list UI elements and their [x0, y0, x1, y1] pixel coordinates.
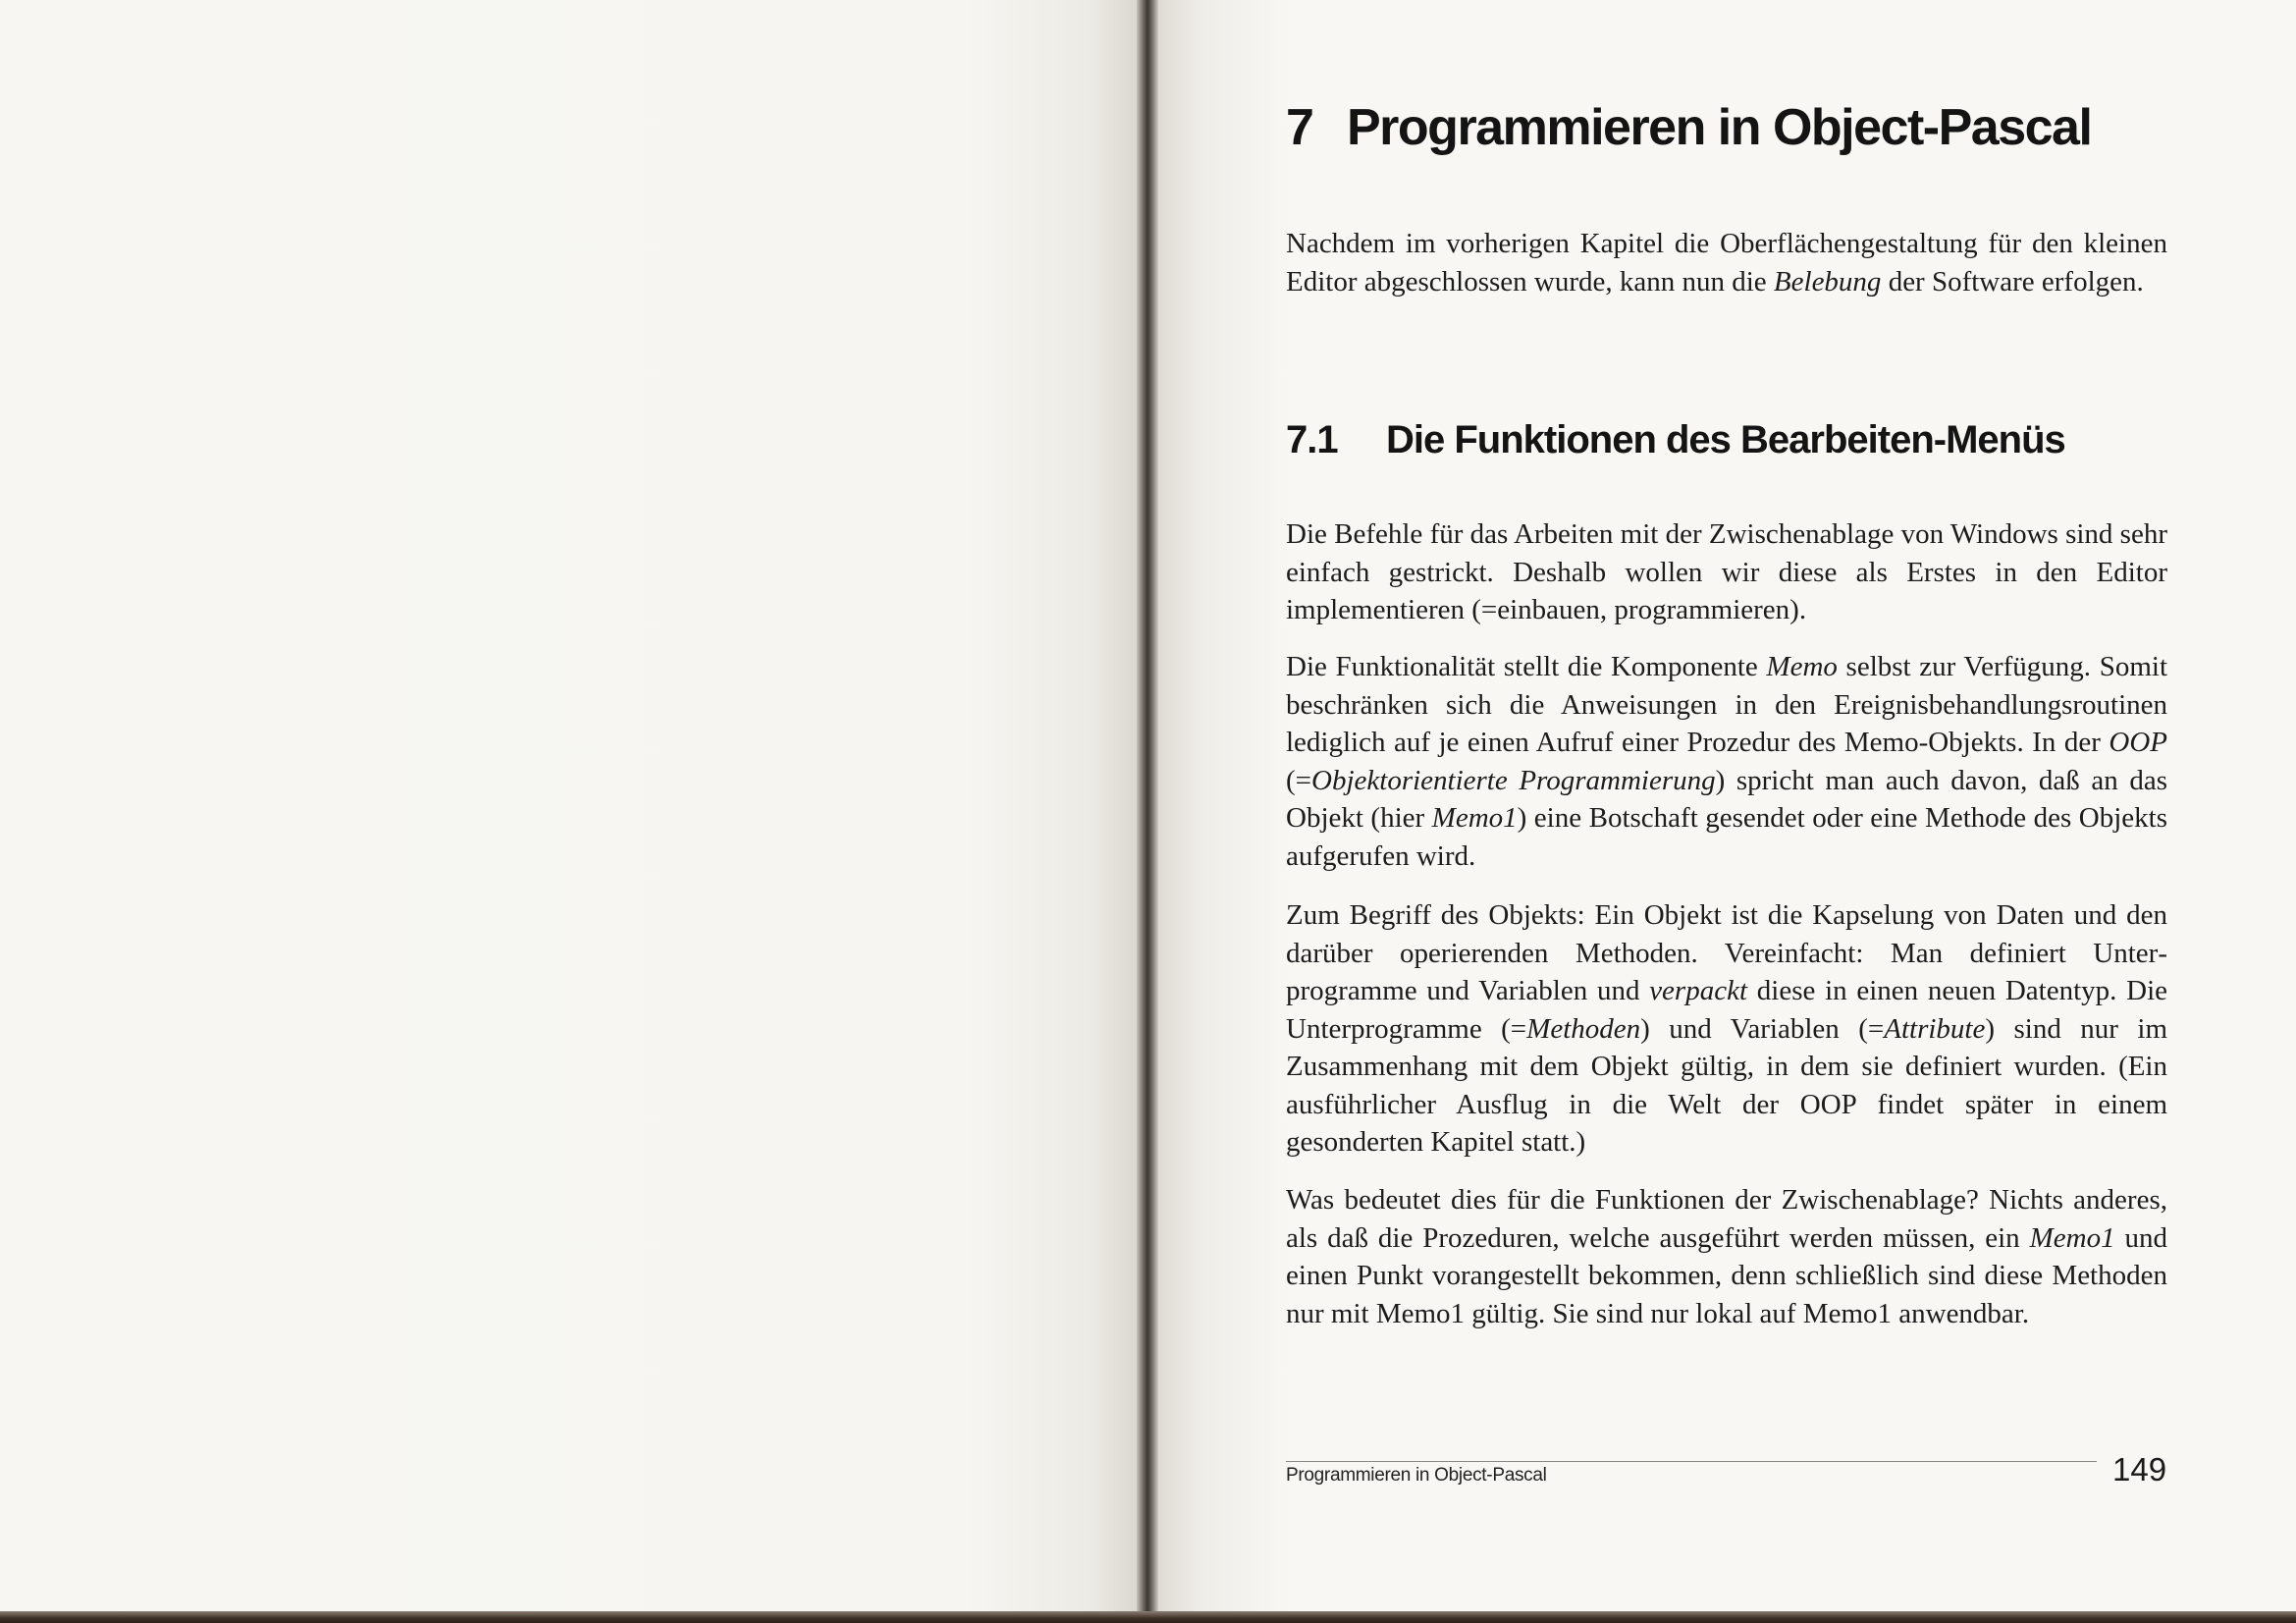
emphasis-text: verpackt	[1649, 975, 1748, 1006]
text-run: selbst zur Verfügung. Somit beschränken sich die Anweisungen in den Ereignisbehandlungsroutinen lediglich auf je einen Aufruf einer Prozedur des Memo-Objekts. In der	[1286, 651, 2168, 758]
emphasis-text: OOP	[2109, 727, 2167, 758]
scan-bottom-edge	[0, 1611, 2296, 1623]
emphasis-text: Memo1	[1431, 802, 1518, 834]
text-run: der Software erfolgen.	[1881, 265, 2144, 298]
text-run: (=	[1286, 764, 1312, 796]
text-run: ) und Variablen (=	[1640, 1012, 1885, 1045]
emphasis-text: Objektorientierte Programmierung	[1311, 764, 1716, 796]
body-paragraph-3	[1286, 896, 2167, 1162]
section-heading	[1286, 418, 2065, 462]
page-number: 149	[2112, 1451, 2167, 1488]
emphasis-text: Memo1	[2029, 1221, 2115, 1254]
chapter-title-text: Programmieren in Object-Pascal	[1347, 99, 2092, 156]
running-footer-title: Programmieren in Object-Pascal	[1286, 1465, 1547, 1486]
text-run: ) sind nur im Zusammenhang mit dem Objekt gültig, in dem sie definiert wurden. (Ein ausführlicher Ausflug in die Welt der OOP findet später in einem gesonderten Kapitel statt.)	[1286, 1012, 2167, 1158]
emphasis-text: Attribute	[1884, 1012, 1986, 1045]
intro-paragraph	[1286, 225, 2167, 300]
text-run: Was bedeutet dies für die Funktionen der Zwischenablage? Nichts anderes, als daß die Prozeduren, welche ausgeführt werden müssen, ein	[1286, 1184, 2167, 1254]
text-run: ) eine Botschaft gesendet oder eine Methode des Objekts aufgerufen wird.	[1286, 802, 2167, 872]
text-run: und einen Punkt vorangestellt bekommen, denn schließlich sind diese Methoden nur mit Memo1 gültig. Sie sind nur lokal auf Memo1 anwendbar.	[1286, 1221, 2168, 1329]
emphasis-text: Belebung	[1773, 265, 1882, 298]
body-paragraph-1: Die Befehle für das Arbeiten mit der Zwischenablage von Windows sind sehr einfach gestrickt. Deshalb wollen wir diese als Erstes in den Editor implementieren (=einbauen, programmieren).	[1286, 518, 2167, 625]
text-run: Nachdem im vorherigen Kapitel die Oberflächengestaltung für den kleinen Editor abgeschlossen wurde, kann nun die	[1286, 228, 2167, 298]
footer-rule	[1286, 1461, 2097, 1462]
body-paragraph-2	[1286, 648, 2167, 875]
chapter-heading	[1286, 98, 2091, 157]
emphasis-text: Methoden	[1526, 1012, 1641, 1045]
book-gutter	[1137, 0, 1158, 1615]
text-run: diese in einen neuen Datentyp. Die Unterprogramme (=	[1286, 975, 2168, 1045]
text-run: Zum Begriff des Objekts: Ein Objekt ist die Kapselung von Daten und den darüber operierenden Methoden. Vereinfacht: Man definiert Unterprogramme und Variablen und	[1286, 899, 2167, 1006]
emphasis-text: Memo	[1766, 651, 1838, 682]
text-run: ) spricht man auch davon, daß an das Objekt (hier	[1286, 764, 2167, 834]
body-paragraph-4	[1286, 1181, 2167, 1332]
chapter-number: 7	[1286, 99, 1313, 156]
section-number: 7.1	[1286, 418, 1338, 461]
text-run: Die Funktionalität stellt die Komponente	[1286, 651, 1767, 682]
section-title-text: Die Funktionen des Bearbeiten-Menüs	[1386, 418, 2065, 461]
left-page-blank	[0, 0, 1139, 1615]
